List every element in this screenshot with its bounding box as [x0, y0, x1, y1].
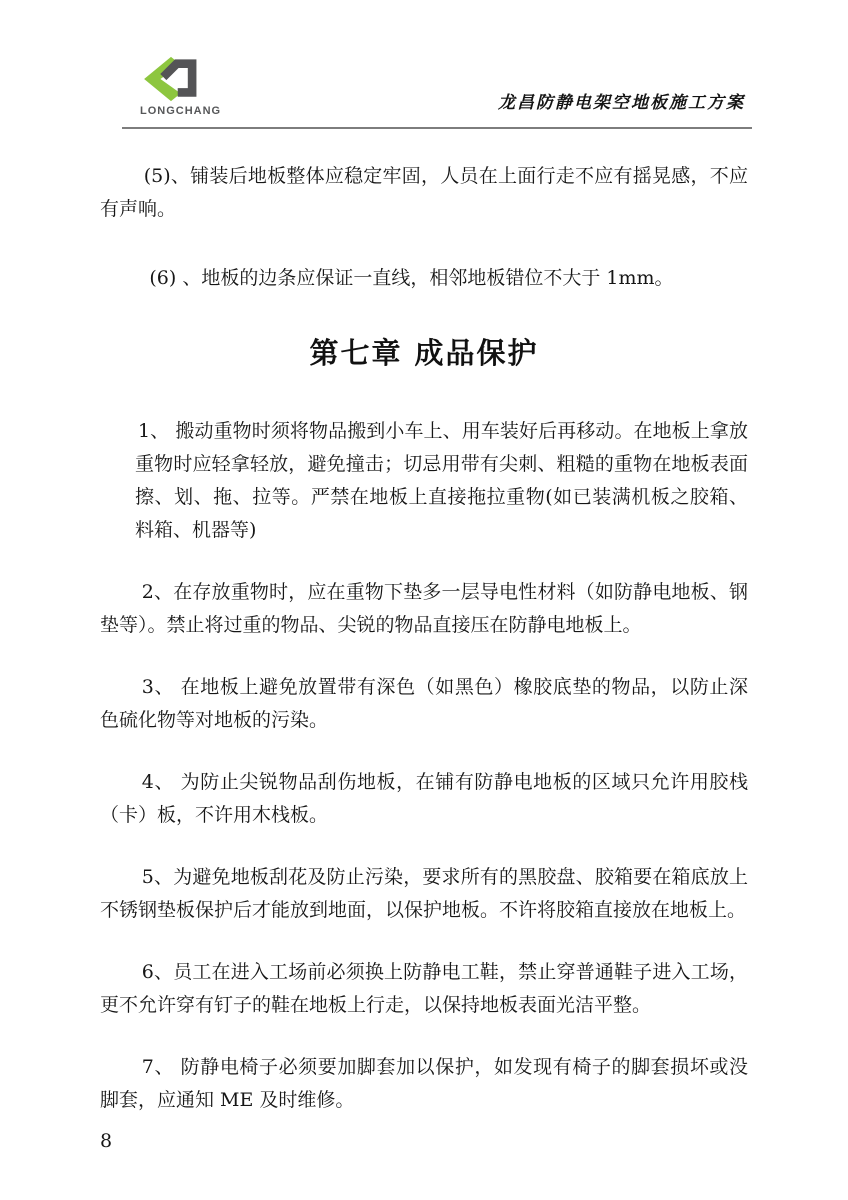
body-paragraph-2: 2、在存放重物时，应在重物下垫多一层导电性材料（如防静电地板、钢垫等）。禁止将过重的物品、尖锐的物品直接压在防静电地板上。 [100, 581, 748, 636]
body-paragraph-4: 4、 为防止尖锐物品刮伤地板，在铺有防静电地板的区域只允许用胶栈（卡）板，不许用木栈板。 [100, 771, 748, 826]
chapter-heading: 第七章 成品保护 [309, 336, 539, 370]
document-title: 龙昌防静电架空地板施工方案 [498, 93, 745, 112]
header-divider [122, 127, 752, 129]
body-paragraph-3: 3、 在地板上避免放置带有深色（如黑色）橡胶底垫的物品，以防止深色硫化物等对地板的污染。 [100, 676, 748, 731]
page-number: 8 [100, 1130, 113, 1152]
body-paragraph-7: 7、 防静电椅子必须要加脚套加以保护，如发现有椅子的脚套损坏或没脚套，应通知 ME 及时维修。 [100, 1056, 748, 1111]
logo-wordmark: LONGCHANG [140, 105, 222, 117]
body-paragraph-1: 1、 搬动重物时须将物品搬到小车上、用车装好后再移动。在地板上拿放重物时应轻拿轻放，避免撞击；切忌用带有尖刺、粗糙的重物在地板表面擦、划、拖、拉等。严禁在地板上直接拖拉重物(如已装满机板之胶箱、料箱、机器等) [135, 420, 748, 541]
body-paragraph-5: 5、为避免地板刮花及防止污染，要求所有的黑胶盘、胶箱要在箱底放上不锈钢垫板保护后才能放到地面，以保护地板。不许将胶箱直接放在地板上。 [100, 866, 748, 921]
list-item-6: (6) 、地板的边条应保证一直线，相邻地板错位不大于 1mm。 [149, 267, 674, 289]
company-logo [140, 55, 221, 117]
document-body [100, 150, 748, 1158]
body-paragraph-6: 6、员工在进入工场前必须换上防静电工鞋，禁止穿普通鞋子进入工场，更不允许穿有钉子的鞋在地板上行走，以保持地板表面光洁平整。 [100, 961, 748, 1016]
list-item-5: (5)、铺装后地板整体应稳定牢固，人员在上面行走不应有摇晃感，不应有声响。 [100, 165, 748, 220]
longchang-logo-icon [140, 55, 202, 103]
page-header [140, 55, 745, 117]
